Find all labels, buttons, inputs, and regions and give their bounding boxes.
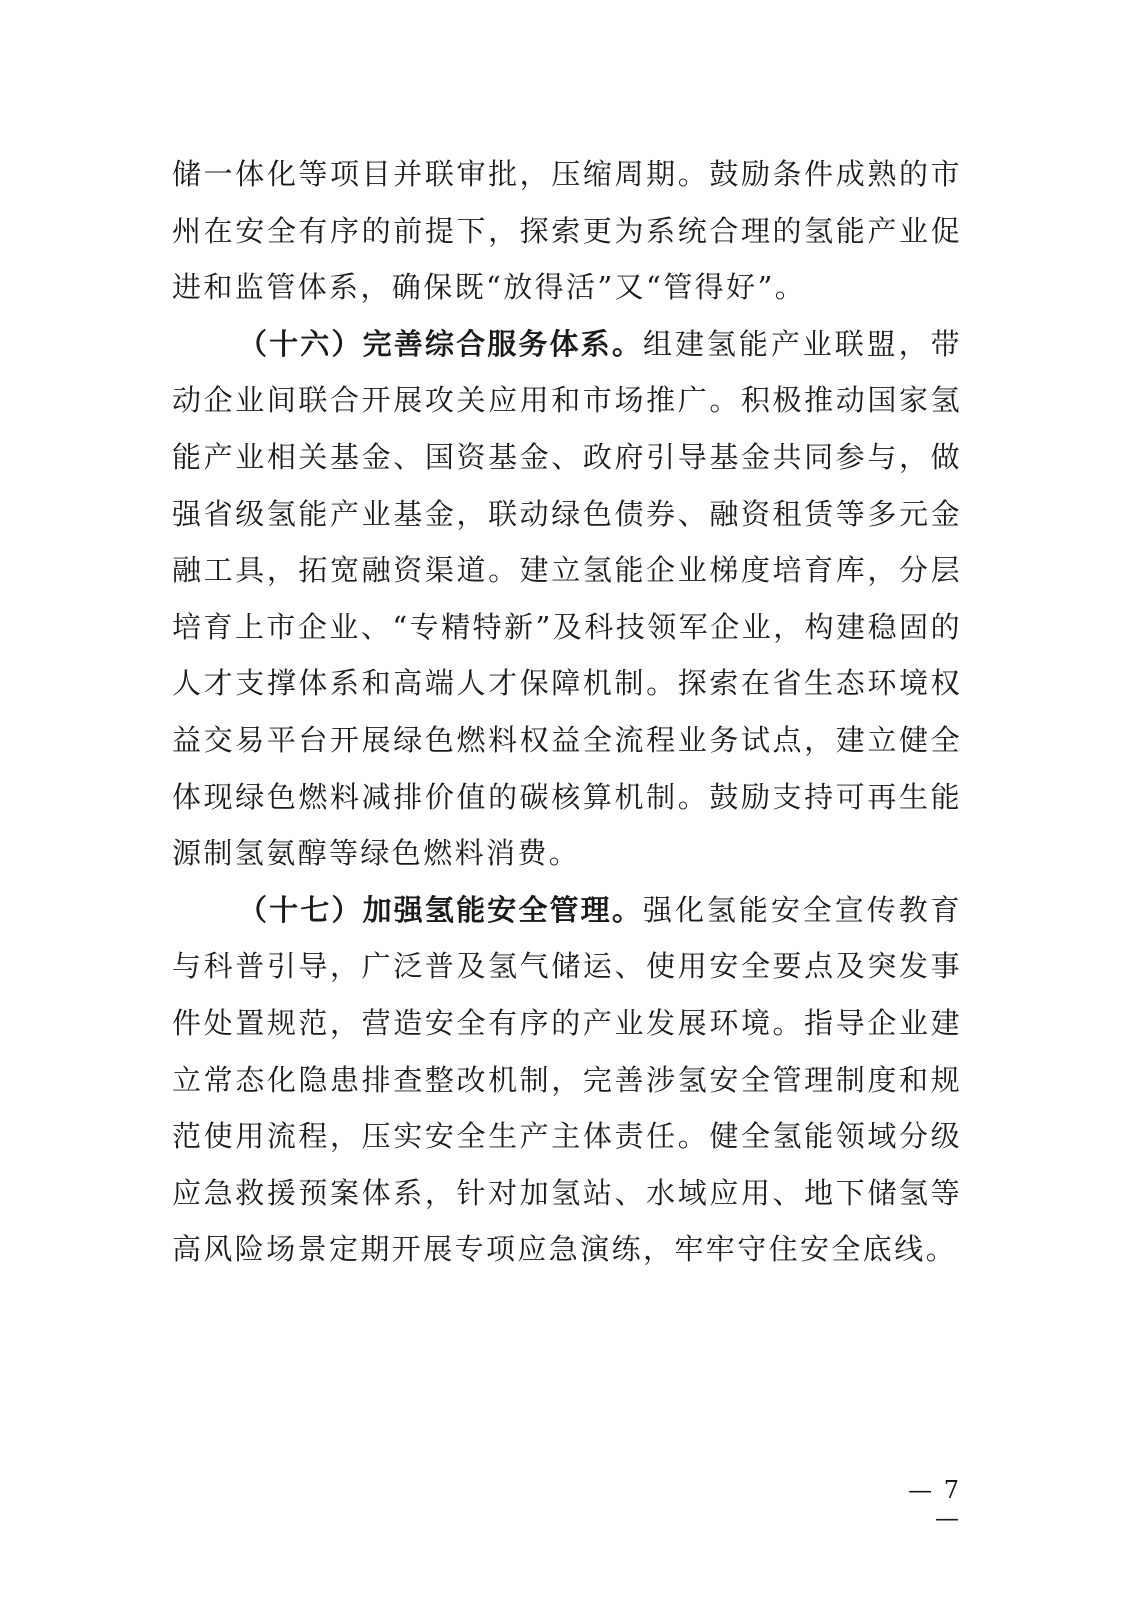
paragraph-text: 储一体化等项目并联审批，压缩周期。鼓励条件成熟的市州在安全有序的前提下，探索更为系统合理的氢能产业促进和监管体系，确保既“放得活”又“管得好”。 xyxy=(172,157,962,305)
section-heading: （十六）完善综合服务体系。 xyxy=(238,326,643,361)
page-number: — 7 — xyxy=(908,1476,961,1532)
document-body xyxy=(172,146,962,1278)
paragraph-section-16 xyxy=(172,316,962,882)
paragraph-section-17 xyxy=(172,882,962,1278)
paragraph-continued xyxy=(172,146,962,316)
paragraph-text: 强化氢能安全宣传教育与科普引导，广泛普及氢气储运、使用安全要点及突发事件处置规范，营造安全有序的产业发展环境。指导企业建立常态化隐患排查整改机制，完善涉氢安全管理制度和规范使用流程，压实安全生产主体责任。健全氢能领域分级应急救援预案体系，针对加氢站、水域应用、地下储氢等高风险场景定期开展专项应急演练，牢牢守住安全底线。 xyxy=(172,892,962,1267)
paragraph-text: 组建氢能产业联盟，带动企业间联合开展攻关应用和市场推广。积极推动国家氢能产业相关基金、国资基金、政府引导基金共同参与，做强省级氢能产业基金，联动绿色债券、融资租赁等多元金融工具，拓宽融资渠道。建立氢能企业梯度培育库，分层培育上市企业、“专精特新”及科技领军企业，构建稳固的人才支撑体系和高端人才保障机制。探索在省生态环境权益交易平台开展绿色燃料权益全流程业务试点，建立健全体现绿色燃料减排价值的碳核算机制。鼓励支持可再生能源制氢氨醇等绿色燃料消费。 xyxy=(172,326,962,871)
section-heading: （十七）加强氢能安全管理。 xyxy=(238,892,643,927)
